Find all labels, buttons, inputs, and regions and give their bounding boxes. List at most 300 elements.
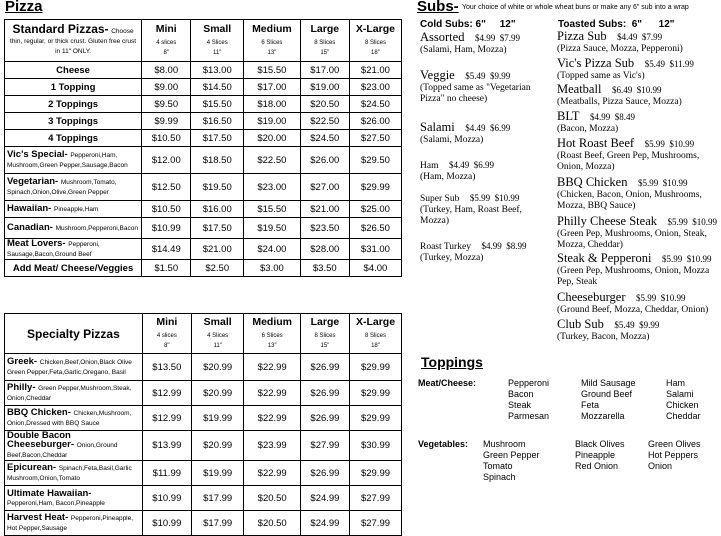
- pizza-name: Canadian-: [7, 222, 53, 233]
- price-cell: $11.99: [142, 461, 191, 486]
- pizza-name-cell: [5, 62, 142, 79]
- size-name: Small: [203, 22, 232, 35]
- sub-description: (Bacon, Mozza): [557, 124, 619, 134]
- table-row: [5, 354, 402, 381]
- price-cell: $22.99: [244, 354, 300, 381]
- sub-item: [557, 138, 721, 173]
- topping-item: Chicken: [666, 400, 699, 410]
- price-cell: $30.99: [349, 431, 401, 461]
- pizza-section-title: Pizza: [5, 0, 43, 15]
- sub-name: Cheeseburger: [557, 290, 626, 304]
- sub-item: [420, 70, 548, 105]
- sub-item: [420, 122, 548, 146]
- vegetables-label: Vegetables:: [418, 439, 469, 449]
- pizza-name-cell: [5, 96, 142, 113]
- topping-item: Red Onion: [575, 461, 619, 471]
- table-row: [5, 174, 402, 201]
- price-cell: $26.99: [300, 381, 349, 406]
- price-cell: $10.99: [142, 486, 191, 511]
- price-cell: $21.00: [349, 62, 401, 79]
- price-cell: $14.50: [191, 79, 244, 96]
- topping-item: Bacon: [508, 389, 534, 399]
- pizza-name: Harvest Heat-: [7, 512, 69, 523]
- pizza-name-cell: [5, 461, 143, 486]
- sub-item: [557, 253, 721, 288]
- price-cell: $9.50: [142, 96, 191, 113]
- meat-cheese-label: Meat/Cheese:: [418, 378, 477, 388]
- sub-name: Meatball: [557, 82, 602, 96]
- sub-description: (Salami, Mozza): [420, 135, 484, 145]
- size-inches: 18": [371, 49, 380, 56]
- pizza-description: Pepperoni,Ham, Bacon,Pineapple: [7, 499, 105, 507]
- pizza-name-cell: [5, 486, 143, 511]
- pizza-description: Chicken,Beef,Onion,Black Olive Green Pepper,Feta,Garlic,Oregano, Basil: [7, 359, 132, 376]
- price-cell: $16.00: [191, 201, 244, 218]
- pizza-name: Cheese: [56, 64, 90, 76]
- sub-item: [420, 32, 548, 56]
- size-header: [300, 20, 349, 62]
- table-row: [5, 130, 402, 147]
- price-cell: $12.00: [142, 147, 191, 174]
- price-cell: $15.50: [244, 62, 301, 79]
- size-slices: 6 Slices: [261, 39, 283, 46]
- size-header: [244, 20, 301, 62]
- sub-name: Super Sub: [420, 194, 460, 204]
- sub-item: [420, 193, 548, 227]
- price-cell: $22.50: [244, 147, 301, 174]
- price-cell: $9.99: [142, 113, 191, 130]
- price-cell: $19.99: [191, 461, 244, 486]
- sub-line: [420, 122, 548, 135]
- size-name: Mini: [155, 22, 177, 35]
- size-header: [191, 314, 244, 354]
- subs-section-title: Subs-: [417, 0, 459, 15]
- price-cell: $17.00: [300, 62, 349, 79]
- price-cell: $26.00: [349, 113, 401, 130]
- table-row: [5, 431, 402, 461]
- pizza-name-cell: [5, 79, 142, 96]
- toppings-column: [508, 378, 549, 422]
- sub-line: [557, 216, 721, 229]
- topping-item: Salami: [666, 389, 694, 399]
- price-cell: $26.50: [349, 218, 401, 239]
- price-cell: $2.50: [191, 260, 244, 277]
- price-cell: $20.99: [191, 354, 244, 381]
- pizza-name-cell: [5, 218, 142, 239]
- topping-item: Green Olives: [648, 439, 701, 449]
- price-cell: $12.50: [142, 174, 191, 201]
- pizza-name-cell: [5, 260, 142, 277]
- price-cell: $1.50: [142, 260, 191, 277]
- price-cell: $22.99: [244, 381, 300, 406]
- pizza-name: Hawaiian-: [7, 203, 52, 214]
- sub-line: [557, 31, 721, 44]
- toppings-column: [666, 378, 701, 422]
- sub-name: Pizza Sub: [557, 29, 607, 43]
- topping-item: Steak: [508, 400, 532, 410]
- price-cell: $21.00: [191, 239, 244, 260]
- price-cell: $13.50: [142, 354, 191, 381]
- toppings-title: Toppings: [421, 354, 483, 370]
- sub-prices: $6.49 $10.99: [607, 85, 662, 95]
- pizza-name: BBQ Chicken-: [7, 407, 71, 418]
- size-inches: 8": [164, 342, 170, 349]
- price-cell: $31.00: [349, 239, 401, 260]
- sub-name: Vic's Pizza Sub: [557, 56, 635, 70]
- pizza-description: Mushroom,Pepperoni,Bacon: [55, 225, 138, 232]
- price-cell: $12.99: [142, 381, 191, 406]
- pizza-name-cell: [5, 113, 142, 130]
- sub-description: (Green Pep, Mushrooms, Onion, Steak, Mozza, Cheddar): [557, 229, 707, 250]
- price-cell: $24.99: [300, 486, 349, 511]
- sub-line: [557, 253, 721, 266]
- price-cell: $24.50: [300, 130, 349, 147]
- sub-description: (Salami, Ham, Mozza): [420, 45, 507, 55]
- size-slices: 8 Slices: [314, 332, 336, 339]
- sub-item: [420, 241, 548, 264]
- table-row: [5, 381, 402, 406]
- size-inches: 15": [320, 342, 330, 349]
- size-slices: 4 slices: [156, 39, 177, 46]
- topping-item: Ham: [666, 378, 686, 388]
- sub-description: (Ground Beef, Mozza, Cheddar, Onion): [557, 305, 709, 315]
- size-header: [349, 314, 401, 354]
- sub-line: [420, 70, 548, 83]
- sub-prices: $5.99 $10.99: [465, 193, 520, 203]
- sub-description: (Roast Beef, Green Pep, Mushrooms, Onion, Mozza): [557, 151, 700, 172]
- price-cell: $24.99: [300, 511, 349, 536]
- table-row: [5, 239, 402, 260]
- sub-line: [420, 193, 548, 205]
- pizza-description: Pepperoni,Ham, Mushroom,Green Pepper,Sausage,Bacon: [7, 152, 128, 169]
- price-cell: $21.00: [300, 201, 349, 218]
- price-cell: $13.00: [191, 62, 244, 79]
- price-cell: $10.99: [142, 218, 191, 239]
- sub-description: (Green Pep, Mushrooms, Onion, Mozza Pep, Steak: [557, 266, 710, 287]
- size-slices: 8 Slices: [364, 332, 386, 339]
- sub-prices: $5.99 $10.99: [663, 217, 717, 227]
- price-cell: $20.50: [244, 511, 300, 536]
- size-inches: 13": [267, 49, 277, 56]
- size-inches: 15": [320, 49, 330, 56]
- price-cell: $27.99: [349, 486, 401, 511]
- price-cell: $10.50: [142, 130, 191, 147]
- price-cell: $17.99: [191, 486, 244, 511]
- price-cell: $23.50: [300, 218, 349, 239]
- price-cell: $19.00: [300, 79, 349, 96]
- sub-name: Philly Cheese Steak: [557, 214, 657, 228]
- sub-line: [557, 292, 721, 305]
- price-cell: $29.99: [349, 354, 401, 381]
- price-cell: $13.99: [142, 431, 191, 461]
- sub-name: Roast Turkey: [420, 242, 471, 252]
- sub-description: (Ham, Mozza): [420, 172, 476, 182]
- topping-item: Black Olives: [575, 439, 625, 449]
- price-cell: $17.00: [244, 79, 301, 96]
- size-inches: 11": [213, 49, 222, 56]
- pizza-description: Pepperoni,Pineapple, Hot Pepper,Sausage: [7, 515, 134, 532]
- price-cell: $29.50: [349, 147, 401, 174]
- sub-prices: $4.99 $8.99: [476, 241, 527, 251]
- sub-name: BLT: [557, 109, 580, 123]
- topping-item: Feta: [581, 400, 600, 410]
- size-header: [300, 314, 349, 354]
- topping-item: Cheddar: [666, 411, 701, 421]
- size-header: [142, 20, 191, 62]
- size-name: X-Large: [355, 315, 396, 328]
- sub-item: [557, 292, 721, 316]
- price-cell: $18.00: [244, 96, 301, 113]
- topping-item: Mild Sausage: [581, 378, 636, 388]
- size-name: Mini: [156, 315, 178, 328]
- sub-prices: $4.49 $7.99: [612, 32, 663, 42]
- pizza-name: Vegetarian-: [7, 176, 59, 187]
- sub-line: [557, 58, 721, 71]
- price-cell: $17.99: [191, 511, 244, 536]
- pizza-name: Greek-: [7, 356, 38, 367]
- topping-item: Parmesan: [508, 411, 550, 421]
- pizza-name: Add Meat/ Cheese/Veggies: [12, 262, 134, 274]
- pizza-name-cell: [5, 381, 143, 406]
- size-slices: 8 Slices: [314, 39, 336, 46]
- size-header: [191, 20, 244, 62]
- price-cell: $27.50: [349, 130, 401, 147]
- pizza-description: Onion,Ground Beef,Bacon,Cheddar: [7, 442, 118, 459]
- price-cell: $23.00: [349, 79, 401, 96]
- topping-item: Mozzarella: [581, 411, 625, 421]
- price-cell: $26.00: [300, 147, 349, 174]
- price-cell: $9.00: [142, 79, 191, 96]
- subs-note: Your choice of white or whole wheat buns or make any 6" sub into a wrap: [462, 4, 689, 11]
- pizza-name: 3 Toppings: [48, 115, 99, 127]
- price-cell: $27.99: [349, 511, 401, 536]
- pizza-description: Chicken,Mushroom, Onion,Dressed with BBQ Sauce: [7, 410, 132, 427]
- pizza-description: Green Pepper,Mushroom,Steak, Onion,Cheddar: [7, 385, 132, 402]
- specialty-pizzas-header: Specialty Pizzas: [5, 314, 143, 354]
- table-row: [5, 511, 402, 536]
- table-row: [5, 260, 402, 277]
- pizza-name-cell: [5, 201, 142, 218]
- sub-prices: $5.49 $11.99: [640, 59, 694, 69]
- price-cell: $20.00: [244, 130, 301, 147]
- price-cell: $14.49: [142, 239, 191, 260]
- price-cell: $10.99: [142, 511, 191, 536]
- sub-item: [557, 319, 721, 343]
- size-inches: 18": [371, 342, 380, 349]
- price-cell: $10.50: [142, 201, 191, 218]
- sub-prices: $4.99 $8.49: [585, 112, 635, 122]
- price-cell: $4.00: [349, 260, 401, 277]
- cold-subs-header: Cold Subs: 6" 12": [420, 19, 516, 30]
- table-row: [5, 406, 402, 431]
- size-header: [349, 20, 401, 62]
- price-cell: $28.00: [300, 239, 349, 260]
- topping-item: Pineapple: [575, 450, 616, 460]
- sub-name: Assorted: [420, 30, 465, 44]
- sub-line: [420, 160, 548, 172]
- sub-prices: $5.99 $10.99: [640, 139, 695, 149]
- price-cell: $29.99: [349, 461, 401, 486]
- sub-prices: $5.99 $10.99: [631, 293, 686, 303]
- price-cell: $22.99: [244, 461, 300, 486]
- sub-prices: $4.49 $6.99: [444, 160, 494, 170]
- price-cell: $29.99: [349, 381, 401, 406]
- sub-name: Salami: [420, 120, 455, 134]
- price-cell: $20.99: [191, 381, 244, 406]
- sub-item: [557, 31, 721, 55]
- pizza-name: Philly-: [7, 382, 36, 393]
- sub-description: (Meatballs, Pizza Sauce, Mozza): [557, 97, 682, 107]
- sub-item: [557, 177, 721, 212]
- sub-description: (Topped same as "Vegetarian Pizza" no cheese): [420, 83, 531, 104]
- standard-pizzas-header: Standard Pizzas- Choose thin, regular, or thick crust. Gluten free crust in 11" ONLY.: [5, 20, 142, 62]
- sub-line: [557, 319, 721, 332]
- sub-prices: $5.49 $9.99: [609, 320, 660, 330]
- sub-prices: $5.49 $9.99: [460, 71, 511, 81]
- price-cell: $27.99: [300, 431, 349, 461]
- size-slices: 8 Slices: [364, 39, 386, 46]
- price-cell: $26.99: [300, 354, 349, 381]
- pizza-name-cell: [5, 431, 143, 461]
- price-cell: $8.00: [142, 62, 191, 79]
- topping-item: Spinach: [483, 472, 516, 482]
- pizza-description: Mushroom,Tomato, Spinach,Onion,Olive,Green Pepper: [7, 179, 117, 196]
- sub-description: (Turkey, Mozza): [420, 253, 484, 263]
- sub-description: (Turkey, Ham, Roast Beef, Mozza): [420, 205, 522, 226]
- table-row: [5, 486, 402, 511]
- price-cell: $3.50: [300, 260, 349, 277]
- pizza-description: Spinach,Feta,Basil,Garlic Mushroom,Onion,Tomato: [7, 465, 132, 482]
- price-cell: $12.99: [142, 406, 191, 431]
- size-name: Large: [310, 315, 340, 328]
- price-cell: $25.00: [349, 201, 401, 218]
- sub-description: (Pizza Sauce, Mozza, Pepperoni): [557, 44, 683, 54]
- price-cell: $29.99: [349, 406, 401, 431]
- standard-pizzas-table: [4, 19, 402, 277]
- pizza-name: 1 Topping: [50, 81, 96, 93]
- price-cell: $19.50: [191, 174, 244, 201]
- sub-description: (Topped same as Vic's): [557, 71, 645, 81]
- size-slices: 6 Slices: [261, 332, 283, 339]
- pizza-description: Pineapple,Ham: [54, 206, 99, 213]
- price-cell: $20.99: [191, 431, 244, 461]
- price-cell: $15.50: [191, 96, 244, 113]
- table-row: [5, 96, 402, 113]
- pizza-name: Epicurean-: [7, 462, 57, 473]
- size-inches: 13": [267, 342, 277, 349]
- topping-item: Tomato: [483, 461, 513, 471]
- price-cell: $18.50: [191, 147, 244, 174]
- sub-line: [557, 111, 721, 124]
- sub-line: [420, 241, 548, 253]
- table-row: [5, 79, 402, 96]
- price-cell: $3.00: [244, 260, 301, 277]
- pizza-name-cell: [5, 239, 142, 260]
- pizza-name-cell: [5, 174, 142, 201]
- toasted-subs-header: Toasted Subs: 6" 12": [558, 19, 675, 30]
- size-name: Large: [310, 22, 340, 35]
- size-name: X-Large: [355, 22, 395, 35]
- topping-item: Green Pepper: [483, 450, 540, 460]
- sub-line: [420, 32, 548, 45]
- size-slices: 4 Slices: [207, 332, 229, 339]
- sub-description: (Turkey, Bacon, Mozza): [557, 332, 650, 342]
- size-slices: 4 Slices: [206, 39, 228, 46]
- price-cell: $22.50: [300, 113, 349, 130]
- sub-name: Club Sub: [557, 317, 604, 331]
- topping-item: Onion: [648, 461, 673, 471]
- price-cell: $20.50: [300, 96, 349, 113]
- price-cell: $29.99: [349, 174, 401, 201]
- price-cell: $24.50: [349, 96, 401, 113]
- specialty-pizzas-table: [4, 313, 402, 536]
- pizza-name: 2 Toppings: [48, 98, 99, 110]
- pizza-name: 4 Toppings: [48, 132, 99, 144]
- sub-item: [420, 160, 548, 183]
- price-cell: $19.00: [244, 113, 301, 130]
- pizza-name: Double Bacon Cheeseburger-: [7, 430, 75, 450]
- sub-prices: $4.99 $7.99: [470, 33, 520, 43]
- sub-item: [557, 84, 721, 108]
- sub-item: [557, 111, 721, 135]
- toppings-column: [648, 439, 701, 472]
- pizza-name: Meat Lovers-: [7, 238, 66, 249]
- price-cell: $19.50: [244, 218, 301, 239]
- toppings-column: [575, 439, 625, 472]
- sub-item: [557, 58, 721, 82]
- size-name: Small: [203, 315, 232, 328]
- price-cell: $16.50: [191, 113, 244, 130]
- sub-item: [557, 216, 721, 251]
- sub-line: [557, 84, 721, 97]
- table-row: [5, 113, 402, 130]
- sub-description: (Chicken, Bacon, Onion, Mushrooms, Mozza, BBQ Sauce): [557, 190, 702, 211]
- price-cell: $17.50: [191, 130, 244, 147]
- table-row: [5, 62, 402, 79]
- pizza-name-cell: [5, 130, 142, 147]
- sub-prices: $5.99 $10.99: [657, 254, 712, 264]
- price-cell: $15.50: [244, 201, 301, 218]
- size-inches: 8": [163, 49, 169, 56]
- size-inches: 11": [213, 342, 222, 349]
- pizza-name-cell: [5, 147, 142, 174]
- sub-name: Ham: [420, 161, 439, 171]
- price-cell: $23.00: [244, 174, 301, 201]
- size-name: Medium: [252, 22, 292, 35]
- size-slices: 4 slices: [156, 332, 177, 339]
- price-cell: $20.50: [244, 486, 300, 511]
- price-cell: $23.99: [244, 431, 300, 461]
- sub-name: Steak & Pepperoni: [557, 251, 652, 265]
- topping-item: Hot Peppers: [648, 450, 699, 460]
- topping-item: Pepperoni: [508, 378, 550, 388]
- pizza-description: Pepperoni, Sausage,Bacon,Ground Beef: [7, 241, 100, 258]
- price-cell: $22.99: [244, 406, 300, 431]
- table-row: [5, 201, 402, 218]
- table-row: [5, 218, 402, 239]
- sub-line: [557, 177, 721, 190]
- table-row: [5, 461, 402, 486]
- pizza-name-cell: [5, 406, 143, 431]
- sub-name: Veggie: [420, 68, 455, 82]
- sub-name: BBQ Chicken: [557, 175, 628, 189]
- price-cell: $26.99: [300, 461, 349, 486]
- pizza-name-cell: [5, 511, 143, 536]
- size-header: [244, 314, 300, 354]
- pizza-name: Ultimate Hawaiian-: [7, 487, 92, 499]
- toppings-column: [581, 378, 636, 422]
- size-name: Medium: [252, 315, 293, 328]
